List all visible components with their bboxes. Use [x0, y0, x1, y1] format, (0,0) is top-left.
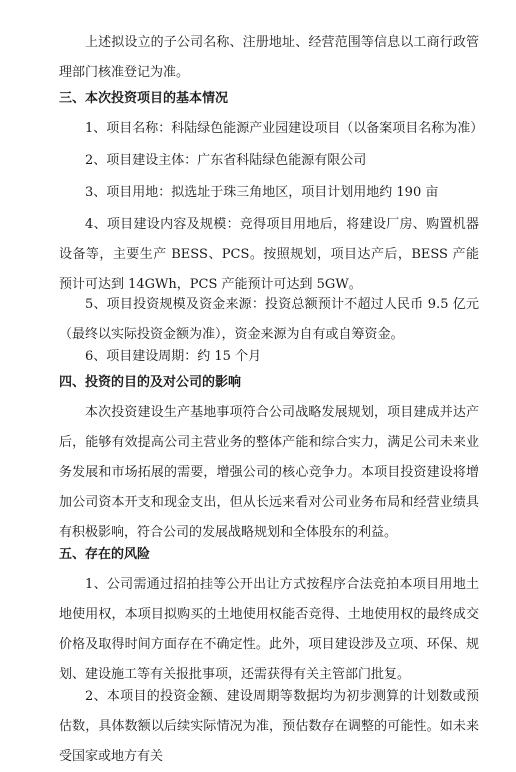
- section-3-item-5: 5、项目投资规模及资金来源：投资总额预计不超过人民币 9.5 亿元（最终以实际投资金额为准），资金来源为自有或自筹资金。: [59, 297, 479, 342]
- section-4-heading: 四、投资的目的及对公司的影响: [59, 375, 242, 390]
- section-3-item-2: 2、项目建设主体：广东省科陆绿色能源有限公司: [85, 153, 367, 168]
- section-3-item-6: 6、项目建设周期：约 15 个月: [85, 349, 262, 364]
- section-4-body: 本次投资建设生产基地事项符合公司战略发展规划，项目建成并达产后，能够有效提高公司主营业务的整体产能和综合实力，满足公司未来业务发展和市场拓展的需要，增强公司的核心竞争力。本项目投资建设将增加公司资本开支和现金支出，但从长远来看对公司业务布局和经营业绩具有积极影响，符合公司的发展战略规划和全体股东的利益。: [59, 405, 479, 540]
- intro-paragraph: 上述拟设立的子公司名称、注册地址、经营范围等信息以工商行政管理部门核准登记为准。: [59, 35, 479, 80]
- section-3-item-1: 1、项目名称：科陆绿色能源产业园建设项目（以备案项目名称为准）: [85, 121, 484, 136]
- section-5-heading: 五、存在的风险: [59, 547, 151, 562]
- section-5-item-2: 2、本项目的投资金额、建设周期等数据均为初步测算的计划数或预估数，具体数额以后续实际情况为准，预估数存在调整的可能性。如未来受国家或地方有关: [59, 689, 479, 764]
- section-3-item-4: 4、项目建设内容及规模：竞得项目用地后，将建设厂房、购置机器设备等，主要生产 BESS、PCS。按照规划，项目达产后，BESS 产能预计可达到 14GWh，PCS 产能预计可达到 5GW。: [59, 217, 479, 292]
- section-3-heading: 三、本次投资项目的基本情况: [59, 91, 229, 106]
- section-3-item-3: 3、项目用地：拟选址于珠三角地区，项目计划用地约 190 亩: [85, 185, 439, 200]
- section-5-item-1: 1、公司需通过招拍挂等公开出让方式按程序合法竞拍本项目用地土地使用权，本项目拟购买的土地使用权能否竞得、土地使用权的最终成交价格及取得时间方面存在不确定性。此外，项目建设涉及立项、环保、规划、建设施工等有关报批事项，还需获得有关主管部门批复。: [59, 577, 479, 682]
